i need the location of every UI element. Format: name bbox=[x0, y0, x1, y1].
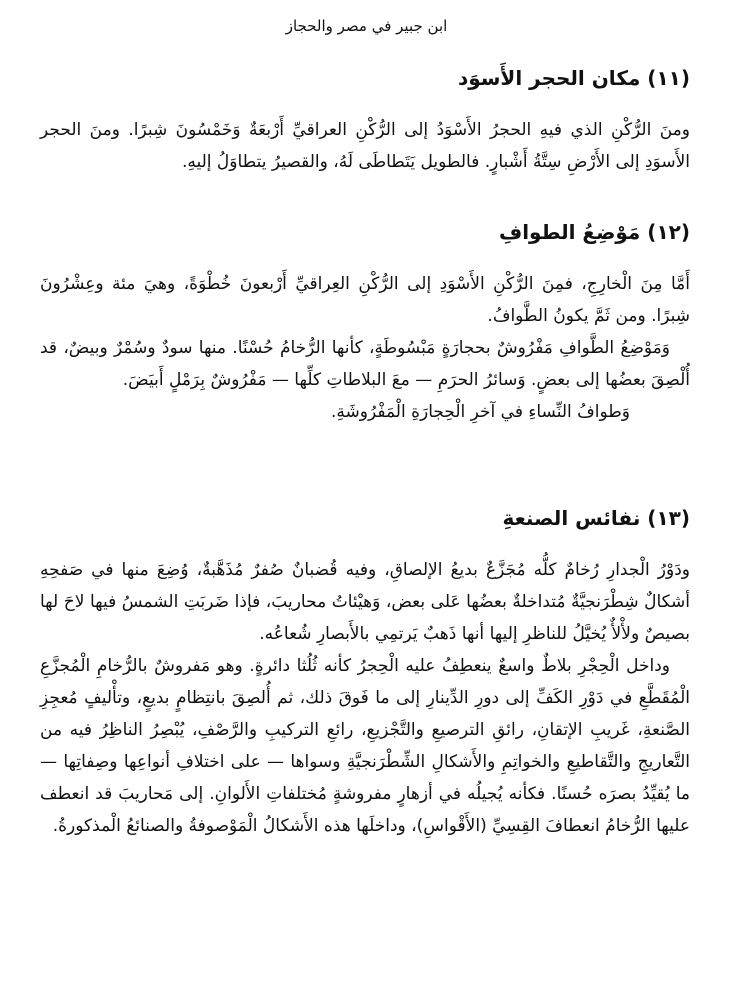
section-title: مكان الحجر الأَسوَد bbox=[457, 66, 641, 90]
paragraph: ومنَ الرُّكْنِ الذي فيهِ الحجرُ الأَسْوَدُ إلى الرُّكْنِ العراقيِّ أَرْبعَةٌ وَخَمْسُونَ شِبرًا. ومنَ الحجر الأَسوَدِ إلى الأَرْضِ سِتَّةُ أَشْبارٍ. فالطويل يَتَطاطَى لَهُ، والقصيرُ يتطاوَلُ إليهِ. bbox=[40, 120, 690, 172]
section-title: نفائس الصنعةِ bbox=[502, 506, 641, 530]
section-number: (١٣) bbox=[647, 506, 690, 530]
section-heading bbox=[40, 216, 690, 248]
running-header: ابن جبير في مصر والحجاز bbox=[285, 17, 448, 35]
paragraph: أَمَّا مِنَ الْخارِجِ، فمِنَ الرُّكْنِ الأَسْوَدِ إلى الرُّكْنِ العِراقيِّ أَرْبعونَ خُطْوَةً، وهيَ مئة وعِشْرُونَ شِبرًا. ومن ثَمَّ يكونُ الطَّوافُ. bbox=[40, 274, 690, 326]
section-number: (١١) bbox=[647, 66, 690, 90]
paragraph: وَمَوْضِعُ الطَّوافِ مَفْرُوشٌ بحجارَةٍ مَبْسُوطَةٍ، كأنها الرُّخامُ حُسْنًا. منها سودٌ وسُمْرٌ وبيضٌ، قد أُلْصِقَ بعضُها إلى بعضٍ. وَسائرُ الحرَمِ — معَ البلاطاتِ كلِّها — مَفْرُوشٌ بِرَمْلٍ أَبيَضَ. bbox=[40, 338, 690, 390]
section-title: مَوْضِعُ الطوافِ bbox=[498, 220, 641, 244]
section-12 bbox=[40, 216, 690, 428]
paragraph: وداخل الْحِجْرِ بلاطٌ واسعٌ ينعطِفُ عليه الْحِجرُ كأنه ثُلُثا دائرةٍ. وهو مَفروشٌ بالرُّخامِ الْمُجزَّعِ الْمُقَطَّعِ في دَوْرِ الكَفِّ إلى دورِ الدِّينارِ إلى ما فَوقَ ذلك، ثم أُلصِقَ بانتِظامٍ بديعٍ، وتأْليفٍ مُعجِزِ الصَّنعةِ، غَريبِ الإتقانِ، رائقِ الترصيعِ والتَّجْزيعِ، رائعِ التركيبِ والرَّصْفِ، يُبْصِرُ الناظِرُ فيه من التَّعاريجِ والتَّقاطيعِ والخواتِمِ والأَشكالِ الشِّطْرَنجيَّةِ وسواها — على اختلافِ أنواعِها وصِفاتِها — ما يُقيِّدُ بصرَه حُسنًا. فكأنه يُجيلُه في أزهارٍ مفروشةٍ مُختلفاتِ الأَلوانِ. إلى مَحاريبَ قد انعطف عليها الرُّخامُ انعطافَ القِسِيِّ (الأَقْواسِ)، وداخلَها هذه الأَشكالُ الْمَوْصوفةُ والصنائعُ الْمذكورةُ. bbox=[40, 656, 690, 836]
section-13 bbox=[40, 502, 690, 842]
section-number: (١٢) bbox=[647, 220, 690, 244]
section-11 bbox=[40, 62, 690, 178]
paragraph: وَطوافُ النِّساءِ في آخرِ الْحِجارَةِ الْمَفْرُوشَةِ. bbox=[331, 402, 630, 422]
paragraph: ودَوْرُ الْجدارِ رُخامٌ كلُّه مُجَزَّعٌ بديعُ الإلصاقِ، وفيه قُضبانٌ صُفرٌ مُذَهَّبةٌ، وُضِعَ منها في صَفحِهِ أشكالٌ شِطْرَنجيَّةٌ مُتداخلةٌ بعضُها عَلى بعض، وَهيْئاتُ محاريبَ، فإذا ضَربَتِ الشمسُ فيها لاحَ لها بصيصٌ ولأْلأٌ يُخيَّلُ للناظرِ إليها أنها ذَهبٌ يَرتمِي بالأَبصارِ شُعاعُه. bbox=[40, 560, 690, 644]
section-heading bbox=[40, 502, 690, 534]
section-heading bbox=[40, 62, 690, 94]
